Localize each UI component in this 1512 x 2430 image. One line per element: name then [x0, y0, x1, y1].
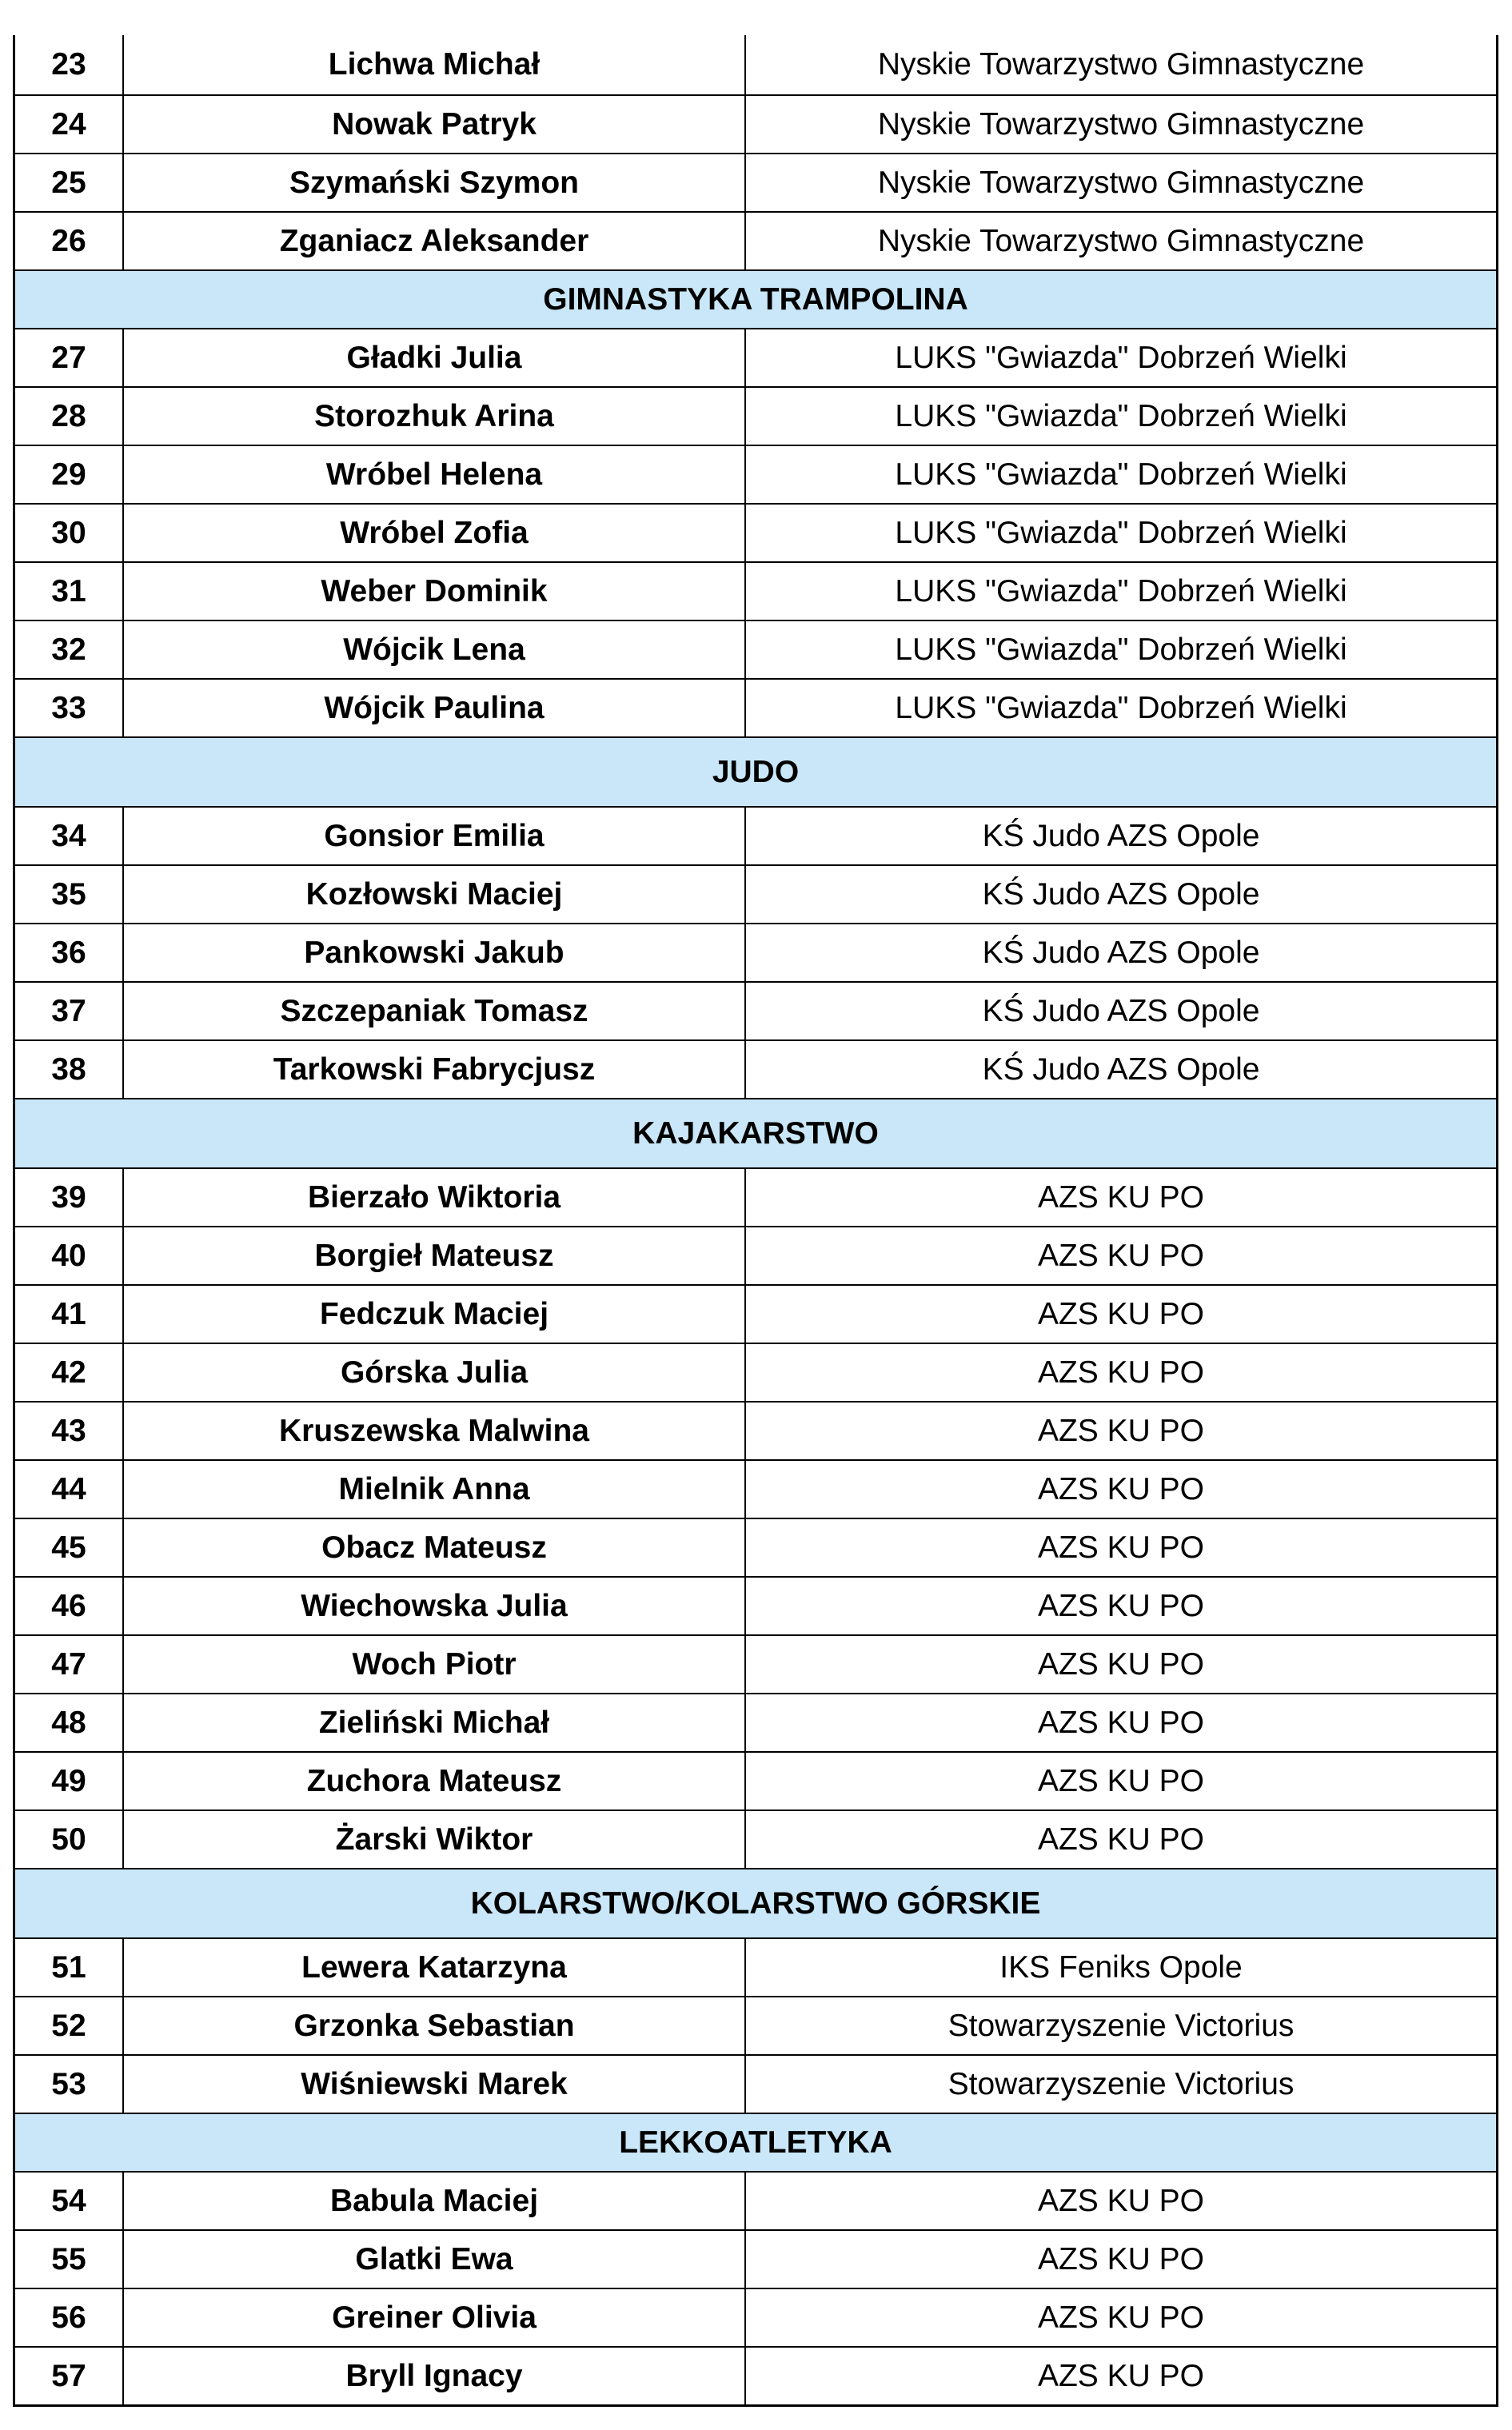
table-row	[15, 328, 1496, 386]
table-row	[15, 620, 1496, 678]
row-number: 55	[15, 2231, 124, 2288]
athlete-name: Lichwa Michał	[124, 35, 746, 94]
club-name: LUKS "Gwiazda" Dobrzeń Wielki	[895, 573, 1347, 608]
row-number: 57	[15, 2348, 124, 2404]
row-number: 28	[15, 388, 124, 445]
table-row	[15, 1284, 1496, 1343]
club-name: AZS KU PO	[1037, 2183, 1205, 2218]
section-header: GIMNASTYKA TRAMPOLINA	[15, 269, 1496, 328]
table-row	[15, 1459, 1496, 1518]
row-number: 56	[15, 2289, 124, 2346]
athlete-name: Szczepaniak Tomasz	[124, 983, 746, 1039]
table-row	[15, 445, 1496, 503]
athlete-name: Bierzało Wiktoria	[124, 1169, 746, 1226]
club-name: Stowarzyszenie Victorius	[947, 2008, 1295, 2043]
row-number: 54	[15, 2173, 124, 2229]
club-name: AZS KU PO	[1037, 1296, 1205, 1331]
club-name: AZS KU PO	[1037, 1763, 1205, 1798]
table-row	[15, 386, 1496, 445]
athlete-name: Obacz Mateusz	[124, 1519, 746, 1576]
row-number: 48	[15, 1694, 124, 1751]
row-number: 35	[15, 866, 124, 923]
athlete-name: Nowak Patryk	[124, 96, 746, 153]
athlete-name: Bryll Ignacy	[124, 2348, 746, 2404]
athlete-name: Żarski Wiktor	[124, 1811, 746, 1868]
athlete-name: Babula Maciej	[124, 2173, 746, 2229]
athlete-name: Tarkowski Fabrycjusz	[124, 1041, 746, 1098]
athlete-name: Greiner Olivia	[124, 2289, 746, 2346]
row-number: 37	[15, 983, 124, 1039]
club-name: AZS KU PO	[1037, 1179, 1205, 1215]
table-row	[15, 561, 1496, 620]
athlete-name: Wiechowska Julia	[124, 1578, 746, 1634]
athlete-name: Storozhuk Arina	[124, 388, 746, 445]
athlete-name: Kruszewska Malwina	[124, 1403, 746, 1459]
row-number: 49	[15, 1753, 124, 1810]
table-row	[15, 981, 1496, 1039]
section-header: LEKKOATLETYKA	[15, 2113, 1496, 2171]
table-row	[15, 35, 1496, 94]
club-name: IKS Feniks Opole	[999, 1949, 1243, 1985]
row-number: 36	[15, 924, 124, 981]
row-number: 50	[15, 1811, 124, 1868]
table-row	[15, 1226, 1496, 1284]
table-row	[15, 806, 1496, 864]
table-row	[15, 1039, 1496, 1098]
club-name: LUKS "Gwiazda" Dobrzeń Wielki	[895, 340, 1347, 375]
row-number: 42	[15, 1344, 124, 1401]
table-row	[15, 678, 1496, 736]
athlete-name: Grzonka Sebastian	[124, 1997, 746, 2054]
athlete-name: Wróbel Zofia	[124, 505, 746, 561]
athlete-name: Gonsior Emilia	[124, 808, 746, 864]
table-row	[15, 1693, 1496, 1751]
athlete-name: Wójcik Paulina	[124, 680, 746, 736]
table-row	[15, 1167, 1496, 1226]
athlete-name: Glatki Ewa	[124, 2231, 746, 2288]
club-name: AZS KU PO	[1037, 1646, 1205, 1682]
table-row	[15, 2346, 1496, 2404]
athlete-name: Weber Dominik	[124, 563, 746, 620]
club-name: AZS KU PO	[1037, 2300, 1205, 2335]
table-row	[15, 1751, 1496, 1810]
row-number: 29	[15, 446, 124, 503]
athlete-name: Lewera Katarzyna	[124, 1939, 746, 1996]
table-row	[15, 1518, 1496, 1576]
table-row	[15, 1634, 1496, 1693]
section-header: KAJAKARSTWO	[15, 1098, 1496, 1167]
table-row	[15, 1810, 1496, 1868]
section-header: JUDO	[15, 736, 1496, 806]
row-number: 47	[15, 1636, 124, 1693]
row-number: 30	[15, 505, 124, 561]
club-name: AZS KU PO	[1037, 1238, 1205, 1273]
row-number: 43	[15, 1403, 124, 1459]
row-number: 25	[15, 154, 124, 211]
table-row	[15, 2229, 1496, 2288]
row-number: 44	[15, 1461, 124, 1518]
row-number: 53	[15, 2056, 124, 2113]
row-number: 26	[15, 213, 124, 269]
table-row	[15, 2171, 1496, 2229]
table-row	[15, 2054, 1496, 2113]
club-name: AZS KU PO	[1037, 1822, 1205, 1857]
club-name: AZS KU PO	[1037, 1413, 1205, 1448]
row-number: 33	[15, 680, 124, 736]
club-name: Nyskie Towarzystwo Gimnastyczne	[877, 106, 1365, 142]
table-row	[15, 1576, 1496, 1634]
club-name: Nyskie Towarzystwo Gimnastyczne	[877, 47, 1365, 82]
club-name: KŚ Judo AZS Opole	[982, 993, 1260, 1028]
athlete-name: Wiśniewski Marek	[124, 2056, 746, 2113]
athlete-name: Fedczuk Maciej	[124, 1286, 746, 1343]
club-name: LUKS "Gwiazda" Dobrzeń Wielki	[895, 632, 1347, 667]
table-row	[15, 1937, 1496, 1996]
athlete-name: Mielnik Anna	[124, 1461, 746, 1518]
club-name: AZS KU PO	[1037, 2358, 1205, 2393]
athlete-name: Kozłowski Maciej	[124, 866, 746, 923]
table-row	[15, 1401, 1496, 1459]
row-number: 45	[15, 1519, 124, 1576]
athlete-name: Zganiacz Aleksander	[124, 213, 746, 269]
club-name: LUKS "Gwiazda" Dobrzeń Wielki	[895, 690, 1347, 725]
club-name: Nyskie Towarzystwo Gimnastyczne	[877, 165, 1365, 200]
club-name: AZS KU PO	[1037, 1588, 1205, 1623]
row-number: 27	[15, 329, 124, 386]
table-row	[15, 211, 1496, 269]
athlete-name: Wróbel Helena	[124, 446, 746, 503]
club-name: AZS KU PO	[1037, 1355, 1205, 1390]
row-number: 31	[15, 563, 124, 620]
club-name: Nyskie Towarzystwo Gimnastyczne	[877, 223, 1365, 258]
table-row	[15, 2288, 1496, 2346]
athlete-name: Wójcik Lena	[124, 621, 746, 678]
athlete-name: Zuchora Mateusz	[124, 1753, 746, 1810]
row-number: 23	[15, 35, 124, 94]
club-name: AZS KU PO	[1037, 1705, 1205, 1740]
club-name: KŚ Judo AZS Opole	[982, 1051, 1260, 1087]
table-row	[15, 153, 1496, 211]
section-header: KOLARSTWO/KOLARSTWO GÓRSKIE	[15, 1868, 1496, 1937]
athlete-name: Borgieł Mateusz	[124, 1227, 746, 1284]
athlete-name: Gładki Julia	[124, 329, 746, 386]
club-name: AZS KU PO	[1037, 2241, 1205, 2276]
row-number: 52	[15, 1997, 124, 2054]
athlete-name: Szymański Szymon	[124, 154, 746, 211]
table-row	[15, 1996, 1496, 2054]
table-row	[15, 1343, 1496, 1401]
athlete-name: Górska Julia	[124, 1344, 746, 1401]
row-number: 24	[15, 96, 124, 153]
row-number: 51	[15, 1939, 124, 1996]
row-number: 38	[15, 1041, 124, 1098]
athlete-name: Woch Piotr	[124, 1636, 746, 1693]
club-name: LUKS "Gwiazda" Dobrzeń Wielki	[895, 398, 1347, 433]
table-row	[15, 503, 1496, 561]
club-name: AZS KU PO	[1037, 1471, 1205, 1506]
athlete-name: Pankowski Jakub	[124, 924, 746, 981]
club-name: Stowarzyszenie Victorius	[947, 2066, 1295, 2101]
athletes-table	[13, 35, 1498, 2407]
club-name: KŚ Judo AZS Opole	[982, 818, 1260, 853]
table-row	[15, 923, 1496, 981]
club-name: LUKS "Gwiazda" Dobrzeń Wielki	[895, 515, 1347, 550]
table-row	[15, 94, 1496, 153]
row-number: 34	[15, 808, 124, 864]
row-number: 41	[15, 1286, 124, 1343]
row-number: 40	[15, 1227, 124, 1284]
row-number: 39	[15, 1169, 124, 1226]
row-number: 46	[15, 1578, 124, 1634]
table-row	[15, 864, 1496, 923]
club-name: LUKS "Gwiazda" Dobrzeń Wielki	[895, 457, 1347, 492]
club-name: KŚ Judo AZS Opole	[982, 876, 1260, 912]
row-number: 32	[15, 621, 124, 678]
athlete-name: Zieliński Michał	[124, 1694, 746, 1751]
club-name: KŚ Judo AZS Opole	[982, 935, 1260, 970]
club-name: AZS KU PO	[1037, 1530, 1205, 1565]
